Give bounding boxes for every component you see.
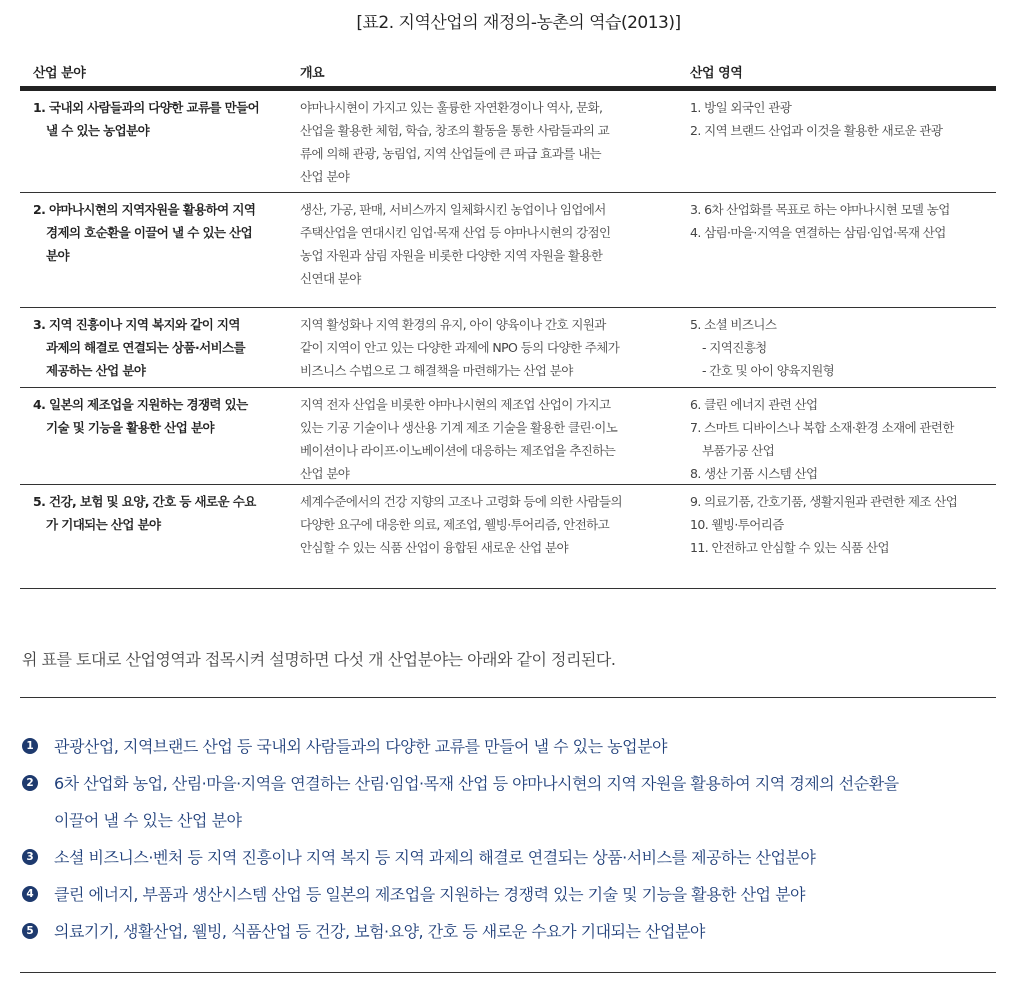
summary-line: 같이 지역이 안고 있는 다양한 과제에 NPO 등의 다양한 주체가 (300, 340, 620, 355)
list-line: 이끌어 낼 수 있는 산업 분야 (54, 811, 242, 830)
header-field: 산업 분야 (33, 66, 86, 81)
list-item-text (54, 765, 997, 839)
summary-line: 세계수준에서의 건강 지향의 고조나 고령화 등에 의한 사람들의 (300, 494, 622, 509)
summary-line: 베이션이나 라이프·이노베이션에 대응하는 제조업을 추진하는 (300, 443, 616, 458)
area-item: - 간호 및 아이 양육지원형 (702, 363, 835, 378)
field-line: 3. 지역 진흥이나 지역 복지와 같이 지역 (33, 317, 240, 332)
list-item (22, 876, 997, 913)
summary-line: 야마나시현이 가지고 있는 훌륭한 자연환경이나 역사, 문화, (300, 100, 603, 115)
cell-areas (677, 490, 996, 588)
table-title: [표2. 지역산업의 재정의-농촌의 역습(2013)] (356, 13, 681, 33)
summary-line: 산업을 활용한 체험, 학습, 창조의 활동을 통한 사람들과의 교 (300, 123, 610, 138)
cell-areas (677, 393, 996, 485)
divider-top (20, 697, 996, 698)
field-line: 낼 수 있는 농업분야 (46, 123, 150, 138)
area-item: 2. 지역 브랜드 산업과 이것을 활용한 새로운 관광 (690, 123, 943, 138)
number-bullet-icon: 4 (22, 886, 38, 902)
list-item (22, 839, 997, 876)
area-item: 1. 방일 외국인 관광 (690, 100, 792, 115)
summary-line: 생산, 가공, 판매, 서비스까지 일체화시킨 농업이나 임업에서 (300, 202, 606, 217)
number-bullet-icon: 3 (22, 849, 38, 865)
table-row (20, 193, 996, 308)
field-line: 4. 일본의 제조업을 지원하는 경쟁력 있는 (33, 397, 248, 412)
header-summary: 개요 (300, 66, 325, 81)
summary-line: 신연대 분야 (300, 271, 361, 286)
list-line: 클린 에너지, 부품과 생산시스템 산업 등 일본의 제조업을 지원하는 경쟁력 있는 기술 및 기능을 활용한 산업 분야 (54, 885, 805, 904)
header-areas: 산업 영역 (690, 66, 743, 81)
area-item: 부품가공 산업 (702, 443, 775, 458)
area-item: 3. 6차 산업화를 목표로 하는 야마나시현 모델 농업 (690, 202, 950, 217)
number-bullet-icon: 5 (22, 923, 38, 939)
summary-line: 주택산업을 연대시킨 임업·목재 산업 등 야마나시현의 강점인 (300, 225, 611, 240)
field-line: 1. 국내외 사람들과의 다양한 교류를 만들어 (33, 100, 260, 115)
summary-line: 농업 자원과 삼림 자원을 비롯한 다양한 지역 자원을 활용한 (300, 248, 603, 263)
field-line: 기술 및 기능을 활용한 산업 분야 (46, 420, 214, 435)
cell-field (20, 198, 287, 307)
cell-field (20, 490, 287, 588)
cell-areas (677, 313, 996, 387)
summary-line: 안심할 수 있는 식품 산업이 융합된 새로운 산업 분야 (300, 540, 568, 555)
list-item-text (54, 839, 997, 876)
table-row (20, 388, 996, 485)
industry-table (20, 56, 996, 589)
number-bullet-icon: 1 (22, 738, 38, 754)
table-row (20, 308, 996, 388)
area-item: 9. 의료기품, 간호기품, 생활지원과 관련한 제조 산업 (690, 494, 958, 509)
list-line: 소셜 비즈니스·벤처 등 지역 진흥이나 지역 복지 등 지역 과제의 해결로 연결되는 상품·서비스를 제공하는 산업분야 (54, 848, 816, 867)
list-line: 관광산업, 지역브랜드 산업 등 국내외 사람들과의 다양한 교류를 만들어 낼 수 있는 농업분야 (54, 737, 667, 756)
area-item: 10. 웰빙·투어리즘 (690, 517, 784, 532)
list-line: 6차 산업화 농업, 산림·마을·지역을 연결하는 산림·임업·목재 산업 등 야마나시현의 지역 자원을 활용하여 지역 경제의 선순환을 (54, 774, 899, 793)
list-item (22, 728, 997, 765)
cell-summary (287, 198, 677, 307)
list-item-text (54, 876, 997, 913)
table-row (20, 485, 996, 589)
area-item: 7. 스마트 디바이스나 복합 소재·환경 소재에 관련한 (690, 420, 954, 435)
field-line: 분야 (46, 248, 69, 263)
cell-summary (287, 96, 677, 192)
table-header (20, 56, 996, 86)
divider-bottom (20, 972, 996, 973)
summary-line: 비즈니스 수법으로 그 해결책을 마련해가는 산업 분야 (300, 363, 573, 378)
area-item: 11. 안전하고 안심할 수 있는 식품 산업 (690, 540, 889, 555)
field-line: 5. 건강, 보험 및 요양, 간호 등 새로운 수요 (33, 494, 256, 509)
summary-line: 류에 의해 관광, 농림업, 지역 산업들에 큰 파급 효과를 내는 (300, 146, 602, 161)
summary-line: 지역 전자 산업을 비롯한 야마나시현의 제조업 산업이 가지고 (300, 397, 611, 412)
cell-summary (287, 313, 677, 387)
cell-field (20, 96, 287, 192)
list-item-text (54, 913, 997, 950)
cell-areas (677, 96, 996, 192)
summary-line: 지역 활성화나 지역 환경의 유지, 아이 양육이나 간호 지원과 (300, 317, 606, 332)
summary-line: 산업 분야 (300, 466, 350, 481)
cell-field (20, 393, 287, 485)
summary-line: 다양한 요구에 대응한 의료, 제조업, 웰빙·투어리즘, 안전하고 (300, 517, 610, 532)
field-line: 경제의 호순환을 이끌어 낼 수 있는 산업 (46, 225, 253, 240)
area-item: 5. 소셜 비즈니스 (690, 317, 777, 332)
cell-summary (287, 490, 677, 588)
field-line: 2. 야마나시현의 지역자원을 활용하여 지역 (33, 202, 256, 217)
cell-summary (287, 393, 677, 485)
area-item: 6. 클린 에너지 관련 산업 (690, 397, 818, 412)
field-line: 과제의 해결로 연결되는 상품·서비스를 (46, 340, 246, 355)
list-item (22, 765, 997, 839)
list-line: 의료기기, 생활산업, 웰빙, 식품산업 등 건강, 보험·요양, 간호 등 새로운 수요가 기대되는 산업분야 (54, 922, 705, 941)
list-item (22, 913, 997, 950)
area-item: 8. 생산 기품 시스템 산업 (690, 466, 818, 481)
cell-areas (677, 198, 996, 307)
summary-line: 산업 분야 (300, 169, 350, 184)
list-item-text (54, 728, 997, 765)
field-line: 가 기대되는 산업 분야 (46, 517, 161, 532)
table-row (20, 91, 996, 193)
summary-line: 있는 기공 기술이나 생산용 기계 제조 기술을 활용한 클린·이노 (300, 420, 618, 435)
summary-paragraph: 위 표를 토대로 산업영역과 접목시켜 설명하면 다섯 개 산업분야는 아래와 같이 정리된다. (22, 650, 616, 669)
area-item: - 지역진흥청 (702, 340, 767, 355)
cell-field (20, 313, 287, 387)
field-line: 제공하는 산업 분야 (46, 363, 146, 378)
number-bullet-icon: 2 (22, 775, 38, 791)
area-item: 4. 삼림·마을·지역을 연결하는 삼림·임업·목재 산업 (690, 225, 946, 240)
summary-list (22, 728, 997, 950)
